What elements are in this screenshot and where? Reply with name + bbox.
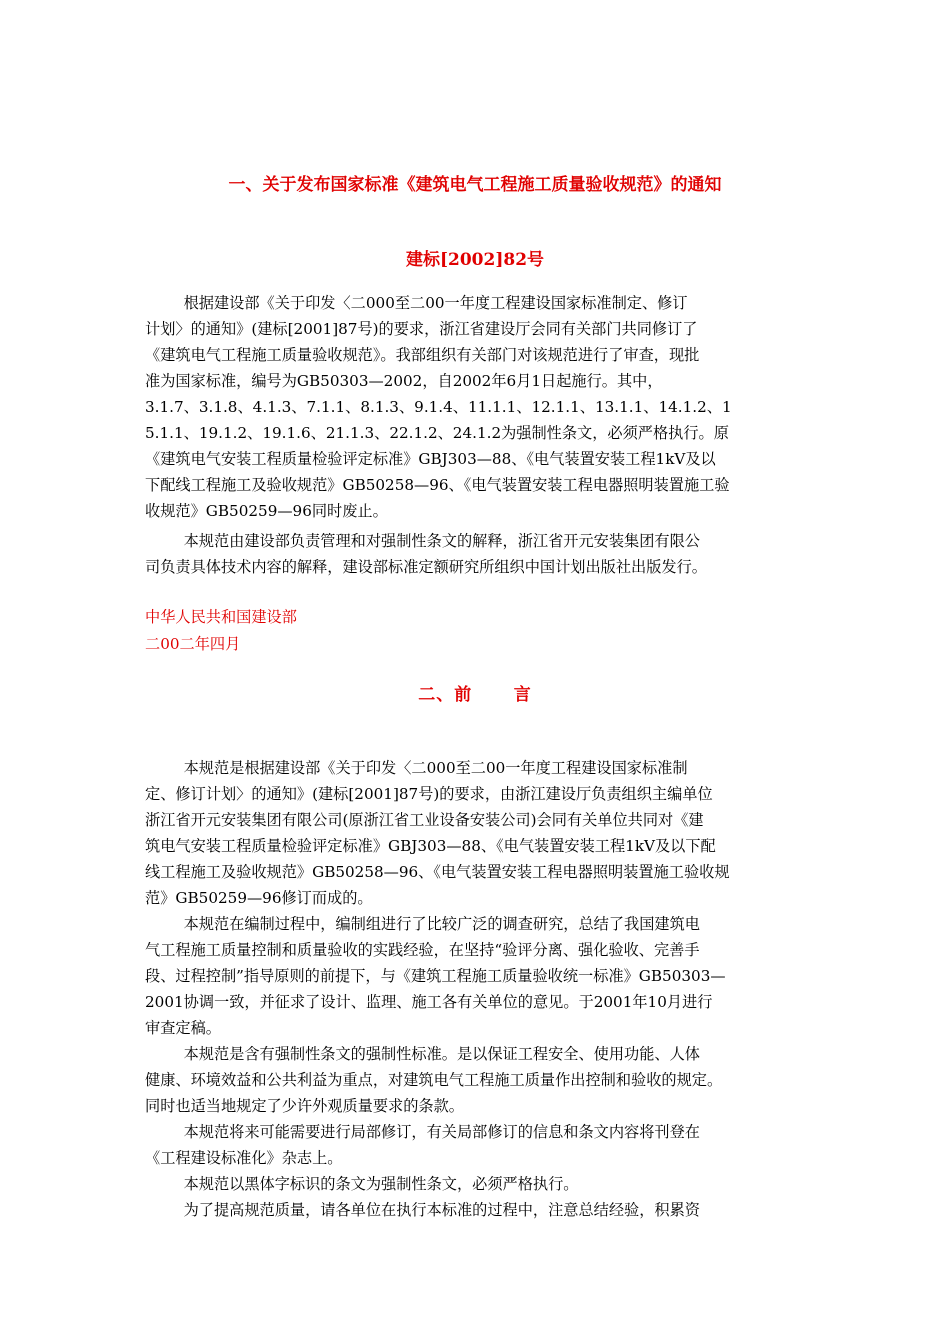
text-line: 2001协调一致，并征求了设计、监理、施工各有关单位的意见。于2001年10月进行 [145,993,713,1011]
text-line: 本规范以黑体字标识的条文为强制性条文，必须严格执行。 [145,1175,579,1193]
text-line: 计划〉的通知》(建标[2001]87号)的要求，浙江省建设厅会同有关部门共同修订了 [145,320,698,338]
foreword-paragraph-5 [145,1171,805,1197]
text-line: 同时也适当地规定了少许外观质量要求的条款。 [145,1097,464,1115]
notice-title: 一、关于发布国家标准《建筑电气工程施工质量验收规范》的通知 [228,175,722,195]
text-line: 气工程施工质量控制和质量验收的实践经验，在坚持“验评分离、强化验收、完善手 [145,941,700,959]
text-line: 司负责具体技术内容的解释，建设部标准定额研究所组织中国计划出版社出版发行。 [145,558,707,576]
text-line: 下配线工程施工及验收规范》GB50258—96、《电气装置安装工程电器照明装置施工验 [145,476,730,494]
text-line: 《建筑电气安装工程质量检验评定标准》GBJ303—88、《电气装置安装工程1kV及以 [145,450,716,468]
text-line: 本规范将来可能需要进行局部修订，有关局部修订的信息和条文内容将刊登在 [145,1123,700,1141]
text-line: 本规范是根据建设部《关于印发〈二000至二00一年度工程建设国家标准制 [145,759,688,777]
text-line: 定、修订计划〉的通知》(建标[2001]87号)的要求，由浙江建设厅负责组织主编单位 [145,785,713,803]
document-number: 建标[2002]82号 [405,250,545,270]
foreword-paragraph-1 [145,755,805,911]
text-line: 浙江省开元安装集团有限公司(原浙江省工业设备安装公司)会同有关单位共同对《建 [145,811,704,829]
text-line: 段、过程控制”指导原则的前提下，与《建筑工程施工质量验收统一标准》GB50303— [145,967,726,985]
issuer-name: 中华人民共和国建设部 [145,608,297,626]
text-line: 《建筑电气工程施工质量验收规范》。我部组织有关部门对该规范进行了审查，现批 [145,346,700,364]
foreword-paragraph-6 [145,1197,805,1223]
issue-date: 二00二年四月 [145,635,241,653]
foreword-paragraph-2 [145,911,805,1041]
foreword-title: 二、前 言 [418,685,532,705]
text-line: 筑电气安装工程质量检验评定标准》GBJ303—88、《电气装置安装工程1kV及以下配 [145,837,716,855]
foreword-paragraph-3 [145,1041,805,1119]
text-line: 为了提高规范质量，请各单位在执行本标准的过程中，注意总结经验，积累资 [145,1201,700,1219]
signature-block [145,604,297,658]
notice-paragraph-1 [145,290,805,524]
text-line: 根据建设部《关于印发〈二000至二00一年度工程建设国家标准制定、修订 [145,294,688,312]
text-line: 健康、环境效益和公共利益为重点，对建筑电气工程施工质量作出控制和验收的规定。 [145,1071,723,1089]
text-line: 3.1.7、3.1.8、4.1.3、7.1.1、8.1.3、9.1.4、11.1.1、12.1.1、13.1.1、14.1.2、1 [145,398,732,416]
text-line: 收规范》GB50259—96同时废止。 [145,502,388,520]
foreword-paragraph-4 [145,1119,805,1171]
text-line: 5.1.1、19.1.2、19.1.6、21.1.3、22.1.2、24.1.2为强制性条文，必须严格执行。原 [145,424,729,442]
text-line: 本规范是含有强制性条文的强制性标准。是以保证工程安全、使用功能、人体 [145,1045,700,1063]
text-line: 审查定稿。 [145,1019,221,1037]
text-line: 线工程施工及验收规范》GB50258—96、《电气装置安装工程电器照明装置施工验收规 [145,863,730,881]
text-line: 本规范由建设部负责管理和对强制性条文的解释，浙江省开元安装集团有限公 [145,532,700,550]
text-line: 准为国家标准，编号为GB50303—2002，自2002年6月1日起施行。其中， [145,372,663,390]
notice-paragraph-2 [145,528,805,580]
text-line: 本规范在编制过程中，编制组进行了比较广泛的调查研究，总结了我国建筑电 [145,915,700,933]
text-line: 范》GB50259—96修订而成的。 [145,889,373,907]
text-line: 《工程建设标准化》杂志上。 [145,1149,343,1167]
